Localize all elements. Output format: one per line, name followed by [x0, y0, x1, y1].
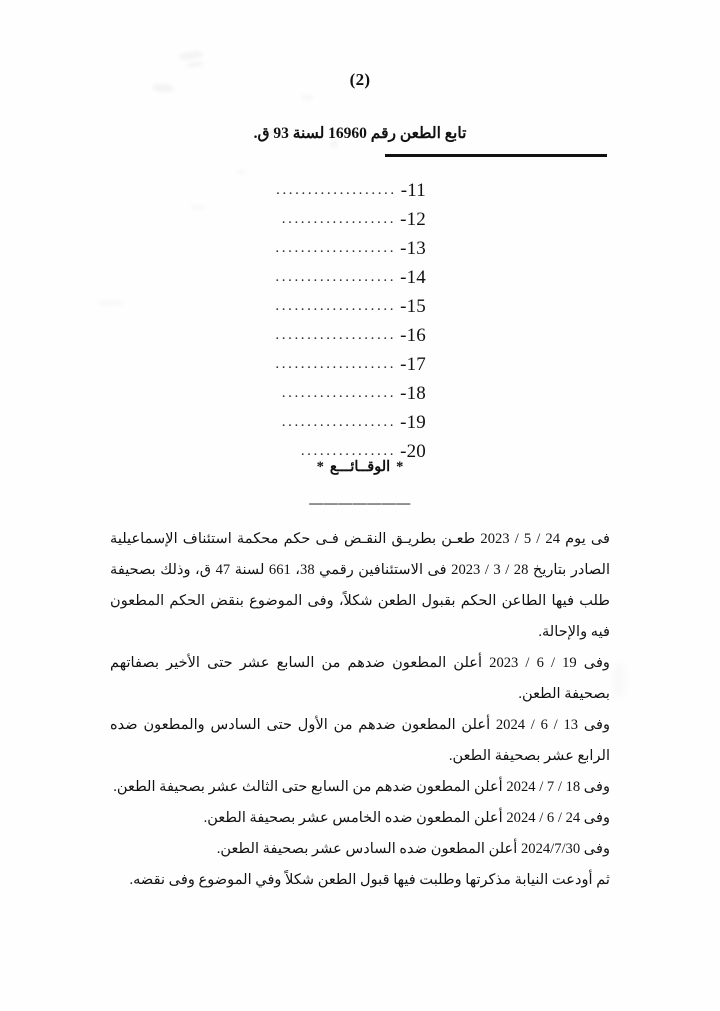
list-item — [0, 350, 720, 379]
body-text — [110, 524, 610, 896]
list-item-leader: ................... — [275, 240, 397, 256]
list-item-leader: ................... — [275, 356, 397, 372]
list-item-leader: ................... — [275, 327, 397, 343]
section-dashed-rule: ——————— — [309, 496, 411, 511]
list-item-leader: ................... — [275, 298, 397, 314]
asterisk-right: * — [316, 459, 324, 475]
list-item-leader: ................... — [275, 269, 397, 285]
paragraph: وفى 19 / 6 / 2023 أعلن المطعون ضدهم من السابع عشر حتى الأخير بصفاتهم بصحيفة الطعن. — [110, 655, 610, 702]
list-item — [0, 263, 720, 292]
list-item-leader: ................... — [276, 182, 397, 198]
list-item — [0, 379, 720, 408]
list-item-number: -18 — [400, 383, 426, 404]
list-item-leader: ............... — [300, 443, 397, 459]
paragraph: فى يوم 24 / 5 / 2023 طعـن بطريـق النقـض فـى حكم محكمة استئناف الإسماعيلية الصادر بتاريخ 28 / 3 / 2023 فى الاستئنافين رقمي 38، 661 لسنة 47 ق، وذلك بصحيفة طلب فيها الطاعن الحكم بقبول الطعن شكلاً، وفى الموضوع بنقض الحكم المطعون فيه والإحالة. — [110, 531, 610, 640]
list-item-number: -16 — [400, 325, 426, 346]
list-item-number: -17 — [400, 354, 426, 375]
numbered-list — [0, 176, 720, 466]
list-item-number: -15 — [400, 296, 426, 317]
list-item-leader: .................. — [281, 414, 397, 430]
scan-artifact — [236, 170, 246, 174]
paragraph: وفى 13 / 6 / 2024 أعلن المطعون ضدهم من الأول حتى السادس والمطعون ضده الرابع عشر بصحيفة الطعن. — [110, 717, 611, 764]
list-item-number: -19 — [400, 412, 426, 433]
section-heading-facts — [0, 459, 720, 476]
scan-artifact — [178, 50, 205, 61]
list-item-number: -20 — [400, 441, 426, 462]
paragraph: ثم أودعت النيابة مذكرتها وطلبت فيها قبول الطعن شكلاً وفي الموضوع وفى نقضه. — [129, 872, 610, 888]
list-item-number: -14 — [400, 267, 426, 288]
list-item — [0, 321, 720, 350]
paragraph: وفى 24 / 6 / 2024 أعلن المطعون ضده الخامس عشر بصحيفة الطعن. — [203, 810, 610, 826]
list-item-number: -12 — [400, 209, 426, 230]
list-item — [0, 205, 720, 234]
list-item — [0, 176, 720, 205]
list-item — [0, 292, 720, 321]
paragraph: وفى 2024/7/30 أعلن المطعون ضده السادس عشر بصحيفة الطعن. — [216, 841, 610, 857]
list-item — [0, 234, 720, 263]
asterisk-left: * — [396, 459, 404, 475]
page-number: (2) — [349, 70, 371, 89]
list-item-number: -11 — [400, 180, 426, 201]
list-item-leader: .................. — [281, 211, 397, 227]
list-item — [0, 408, 720, 437]
header-horizontal-rule — [385, 154, 607, 157]
list-item-leader: .................. — [281, 385, 397, 401]
scan-artifact — [186, 61, 204, 68]
list-item-number: -13 — [400, 238, 426, 259]
paragraph: وفى 18 / 7 / 2024 أعلن المطعون ضدهم من السابع حتى الثالث عشر بصحيفة الطعن. — [113, 779, 610, 795]
document-header-title: تابع الطعن رقم 16960 لسنة 93 ق. — [253, 125, 467, 142]
scan-artifact — [300, 95, 314, 100]
scan-artifact — [612, 660, 626, 700]
section-heading-label: الوقــائـــع — [329, 459, 391, 475]
